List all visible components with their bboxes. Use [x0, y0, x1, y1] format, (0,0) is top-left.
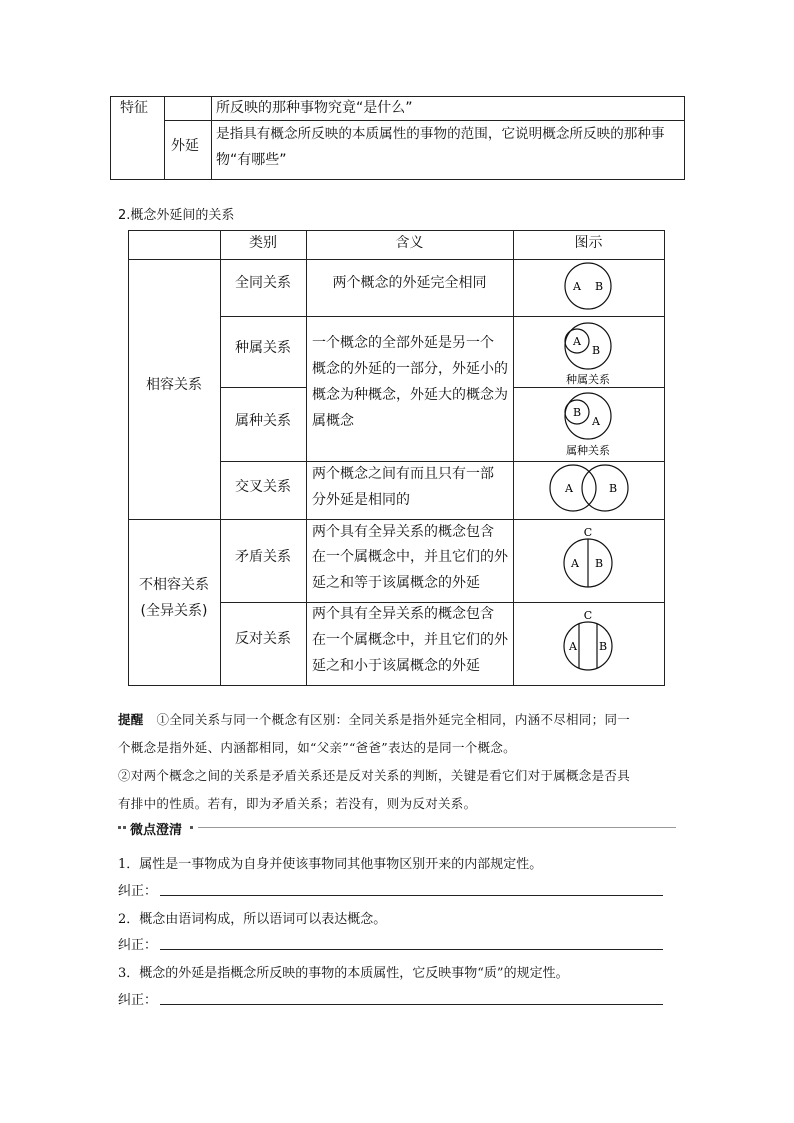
- concept-feature-table: [110, 96, 685, 180]
- type-contradiction: 矛盾关系: [235, 549, 291, 565]
- meaning-intersection-l1: 两个概念之间有而且只有一部: [312, 466, 494, 482]
- meaning-intersection-l2: 分外延是相同的: [312, 492, 410, 508]
- identity-diagram: [513, 260, 664, 316]
- tips-p2-l2: 有排中的性质。若有，即为矛盾关系；若没有，则为反对关系。: [118, 796, 477, 811]
- tips-p2-l1: ②对两个概念之间的关系是矛盾关系还是反对关系的判断，关键是看它们对于属概念是否具: [118, 768, 631, 783]
- letter-b: B: [595, 557, 604, 570]
- group-compatible: 相容关系: [146, 377, 202, 393]
- question-1: 1．属性是一事物成为自身并使该事物同其他事物区别开来的内部规定性。: [118, 857, 543, 872]
- meaning-contradiction-l3: 延之和等于该属概念的外延: [312, 575, 480, 591]
- letter-c: C: [583, 526, 593, 539]
- meaning-contradiction-l2: 在一个属概念中，并且它们的外: [312, 549, 508, 565]
- tips-block: [118, 706, 683, 818]
- type-identity: 全同关系: [235, 275, 291, 291]
- tips-p1-l1: ①全同关系与同一个概念有区别：全同关系是指外延完全相同，内涵不尽相同；同一: [156, 712, 631, 727]
- group-incompatible-line1: 不相容关系: [139, 577, 209, 593]
- contrary-diagram: [513, 603, 664, 685]
- meaning-inclusion-l1: 一个概念的全部外延是另一个: [312, 335, 494, 351]
- meaning-identity: 两个概念的外延完全相同: [332, 275, 487, 291]
- letter-a: A: [565, 482, 573, 495]
- feature-label: 特征: [120, 100, 148, 116]
- section-title: 2.概念外延间的关系: [118, 208, 235, 223]
- header-meaning: 含义: [395, 235, 424, 251]
- type-genus-species: 属种关系: [235, 413, 291, 429]
- tips-p1-l2: 个概念是指外延、内涵都相同，如“父亲”“爸爸”表达的是同一个概念。: [118, 740, 516, 755]
- type-contrary: 反对关系: [235, 631, 291, 647]
- letter-b: B: [609, 482, 618, 495]
- question-3: 3．概念的外延是指概念所反映的事物的本质属性，它反映事物“质”的规定性。: [118, 966, 569, 981]
- meaning-contrary-l2: 在一个属概念中，并且它们的外: [312, 632, 508, 648]
- extension-text-line2: 物“有哪些”: [216, 152, 287, 168]
- extension-text-line1: 是指具有概念所反映的本质属性的事物的范围，它说明概念所反映的那种事: [216, 126, 665, 142]
- question-2: 2．概念由语词构成，所以语词可以表达概念。: [118, 912, 387, 927]
- intersection-diagram: [513, 462, 664, 519]
- letter-b: B: [599, 640, 608, 653]
- caption-species-genus: 种属关系: [566, 373, 610, 386]
- dots-icon: [190, 826, 193, 829]
- species-genus-diagram: [513, 317, 664, 387]
- meaning-contradiction-l1: 两个具有全异关系的概念包含: [312, 524, 494, 540]
- answer-label-1: 纠正：: [118, 884, 158, 899]
- meaning-inclusion-l3: 概念为种概念，外延大的概念为: [312, 387, 508, 403]
- letter-a: A: [592, 415, 600, 428]
- meaning-contrary-l1: 两个具有全异关系的概念包含: [312, 606, 494, 622]
- letter-a: A: [569, 640, 577, 653]
- answer-line-1[interactable]: [160, 895, 663, 896]
- divider: [198, 827, 676, 828]
- caption-genus-species: 属种关系: [566, 444, 610, 457]
- letter-c: C: [583, 609, 593, 622]
- letter-a: A: [571, 557, 579, 570]
- answer-line-2[interactable]: [160, 949, 663, 950]
- letter-b: B: [592, 344, 601, 357]
- clarify-title: 微点澄清: [130, 823, 183, 838]
- header-diagram: 图示: [574, 235, 603, 251]
- extension-relations-table: [128, 230, 665, 686]
- extension-label: 外延: [171, 138, 199, 154]
- letter-b: B: [573, 406, 582, 419]
- answer-line-3[interactable]: [160, 1004, 663, 1005]
- letter-a: A: [573, 335, 581, 348]
- dots-icon: [118, 826, 121, 829]
- tips-label: 提醒: [118, 712, 144, 727]
- dots-icon: [123, 826, 126, 829]
- meaning-inclusion-l4: 属概念: [312, 413, 354, 429]
- genus-species-diagram: [513, 388, 664, 460]
- answer-label-2: 纠正：: [118, 938, 158, 953]
- group-incompatible-line2: (全异关系): [140, 603, 208, 619]
- contradiction-diagram: [513, 520, 664, 602]
- type-species-genus: 种属关系: [235, 340, 291, 356]
- meaning-inclusion-l2: 概念的外延的一部分，外延小的: [312, 361, 508, 377]
- header-category: 类别: [249, 235, 277, 251]
- type-intersection: 交叉关系: [235, 479, 291, 495]
- clarify-header: [118, 819, 676, 837]
- answer-label-3: 纠正：: [118, 993, 158, 1008]
- meaning-contrary-l3: 延之和小于该属概念的外延: [312, 658, 480, 674]
- letter-b: B: [595, 280, 604, 293]
- connotation-text: 所反映的那种事物究竟“是什么”: [216, 100, 413, 116]
- letter-a: A: [573, 280, 581, 293]
